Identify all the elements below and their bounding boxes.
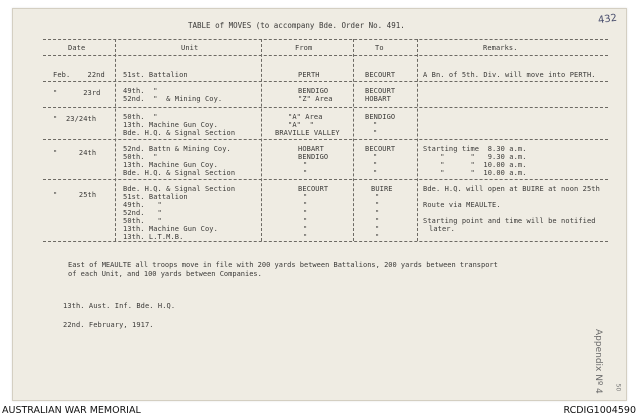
row3-from-3: BRAVILLE VALLEY <box>275 129 340 137</box>
row4-remarks-3: " " 10.00 a.m. <box>423 161 527 169</box>
row5-from-1: BECOURT <box>298 185 329 193</box>
col-divider-4 <box>417 39 418 241</box>
row5-unit-5: 50th. " <box>123 217 162 225</box>
row4-unit-2: 50th. " <box>123 153 158 161</box>
row3-to-3: " <box>373 129 378 137</box>
row4-to-1: BECOURT <box>365 145 396 153</box>
row5-to-5: " <box>375 217 380 225</box>
row5-remarks-1: Bde. H.Q. will open at BUIRE at noon 25th <box>423 185 600 193</box>
row5-unit-1: Bde. H.Q. & Signal Section <box>123 185 236 193</box>
side-number: 50 <box>614 383 622 392</box>
document-page <box>12 8 627 401</box>
header-remarks: Remarks. <box>483 44 518 52</box>
row5-to-4: " <box>375 209 380 217</box>
row1-to-1: BECOURT <box>365 71 396 79</box>
row5-to-2: " <box>375 193 380 201</box>
row1-date: Feb. 22nd <box>53 71 105 79</box>
col-divider-2 <box>261 39 262 241</box>
row3-unit-1: 50th. " <box>123 113 158 121</box>
row5-to-6: " <box>375 225 380 233</box>
row5-to-3: " <box>375 201 380 209</box>
row4-date: " 24th <box>53 149 97 157</box>
appendix-annotation: Appendix Nº 4 <box>593 329 603 394</box>
row5-unit-7: 13th. L.T.M.B. <box>123 233 184 241</box>
row3-to-1: BENDIGO <box>365 113 396 121</box>
row2-from-1: BENDIGO <box>298 87 329 95</box>
row4-remarks-2: " " 9.30 a.m. <box>423 153 527 161</box>
rule-row4 <box>43 179 608 180</box>
page-number: 432 <box>597 12 618 27</box>
row5-unit-6: 13th. Machine Gun Coy. <box>123 225 218 233</box>
row5-from-4: " <box>303 209 308 217</box>
row3-unit-2: 13th. Machine Gun Coy. <box>123 121 218 129</box>
rule-row1 <box>43 81 608 82</box>
row1-unit-1: 51st. Battalion <box>123 71 188 79</box>
row5-from-5: " <box>303 217 308 225</box>
row2-date: " 23rd <box>53 89 101 97</box>
row4-to-4: " <box>373 169 378 177</box>
row5-to-1: BUIRE <box>371 185 393 193</box>
rule-bottom <box>43 241 608 242</box>
row3-to-2: " <box>373 121 378 129</box>
row4-from-3: " <box>303 161 308 169</box>
row4-from-2: BENDIGO <box>298 153 329 161</box>
row4-remarks-4: " " 10.00 a.m. <box>423 169 527 177</box>
row4-remarks-1: Starting time 8.30 a.m. <box>423 145 527 153</box>
row4-unit-4: Bde. H.Q. & Signal Section <box>123 169 236 177</box>
row4-to-3: " <box>373 161 378 169</box>
row2-unit-1: 49th. " <box>123 87 158 95</box>
row2-unit-2: 52nd. " & Mining Coy. <box>123 95 223 103</box>
row2-from-2: "Z" Area <box>298 95 333 103</box>
rule-row3 <box>43 139 608 140</box>
row5-from-6: " <box>303 225 308 233</box>
row3-from-1: "A" Area <box>288 113 323 121</box>
row4-unit-1: 52nd. Battn & Mining Coy. <box>123 145 231 153</box>
row3-date: " 23/24th <box>53 115 97 123</box>
rule-top <box>43 39 608 40</box>
row3-unit-3: Bde. H.Q. & Signal Section <box>123 129 236 137</box>
signature-date: 22nd. February, 1917. <box>63 321 154 329</box>
rule-row2 <box>43 107 608 108</box>
row2-to-1: BECOURT <box>365 87 396 95</box>
row3-from-2: "A" " <box>288 121 314 129</box>
row4-from-4: " <box>303 169 308 177</box>
row5-date: " 25th <box>53 191 97 199</box>
col-divider-3 <box>353 39 354 241</box>
header-unit: Unit <box>181 44 199 52</box>
row4-to-2: " <box>373 153 378 161</box>
row1-from-1: PERTH <box>298 71 320 79</box>
row1-remarks-1: A Bn. of 5th. Div. will move into PERTH. <box>423 71 596 79</box>
rule-header <box>43 55 608 56</box>
row5-remarks-3: Route via MEAULTE. <box>423 201 501 209</box>
row5-from-3: " <box>303 201 308 209</box>
row5-to-7: " <box>375 233 380 241</box>
row5-unit-2: 51st. Battalion <box>123 193 188 201</box>
row5-unit-4: 52nd. " <box>123 209 162 217</box>
row5-unit-3: 49th. " <box>123 201 162 209</box>
signature-hq: 13th. Aust. Inf. Bde. H.Q. <box>63 302 176 310</box>
row4-unit-3: 13th. Machine Gun Coy. <box>123 161 218 169</box>
row5-remarks-6: later. <box>429 225 455 233</box>
row5-from-7: " <box>303 233 308 241</box>
footer-institution: AUSTRALIAN WAR MEMORIAL <box>2 405 141 416</box>
footer-record-id: RCDIG1004590 <box>563 405 636 416</box>
header-from: From <box>295 44 313 52</box>
table-title: TABLE of MOVES (to accompany Bde. Order No. 491. <box>188 21 405 30</box>
movement-instructions: East of MEAULTE all troops move in file with 200 yards between Battalions, 200 yards between transport of each Unit, and 100 yards between Companies. <box>68 261 498 278</box>
row5-remarks-5: Starting point and time will be notified <box>423 217 596 225</box>
row5-from-2: " <box>303 193 308 201</box>
header-date: Date <box>68 44 86 52</box>
col-divider-1 <box>115 39 116 241</box>
row4-from-1: HOBART <box>298 145 324 153</box>
row2-to-2: HOBART <box>365 95 391 103</box>
header-to: To <box>375 44 384 52</box>
